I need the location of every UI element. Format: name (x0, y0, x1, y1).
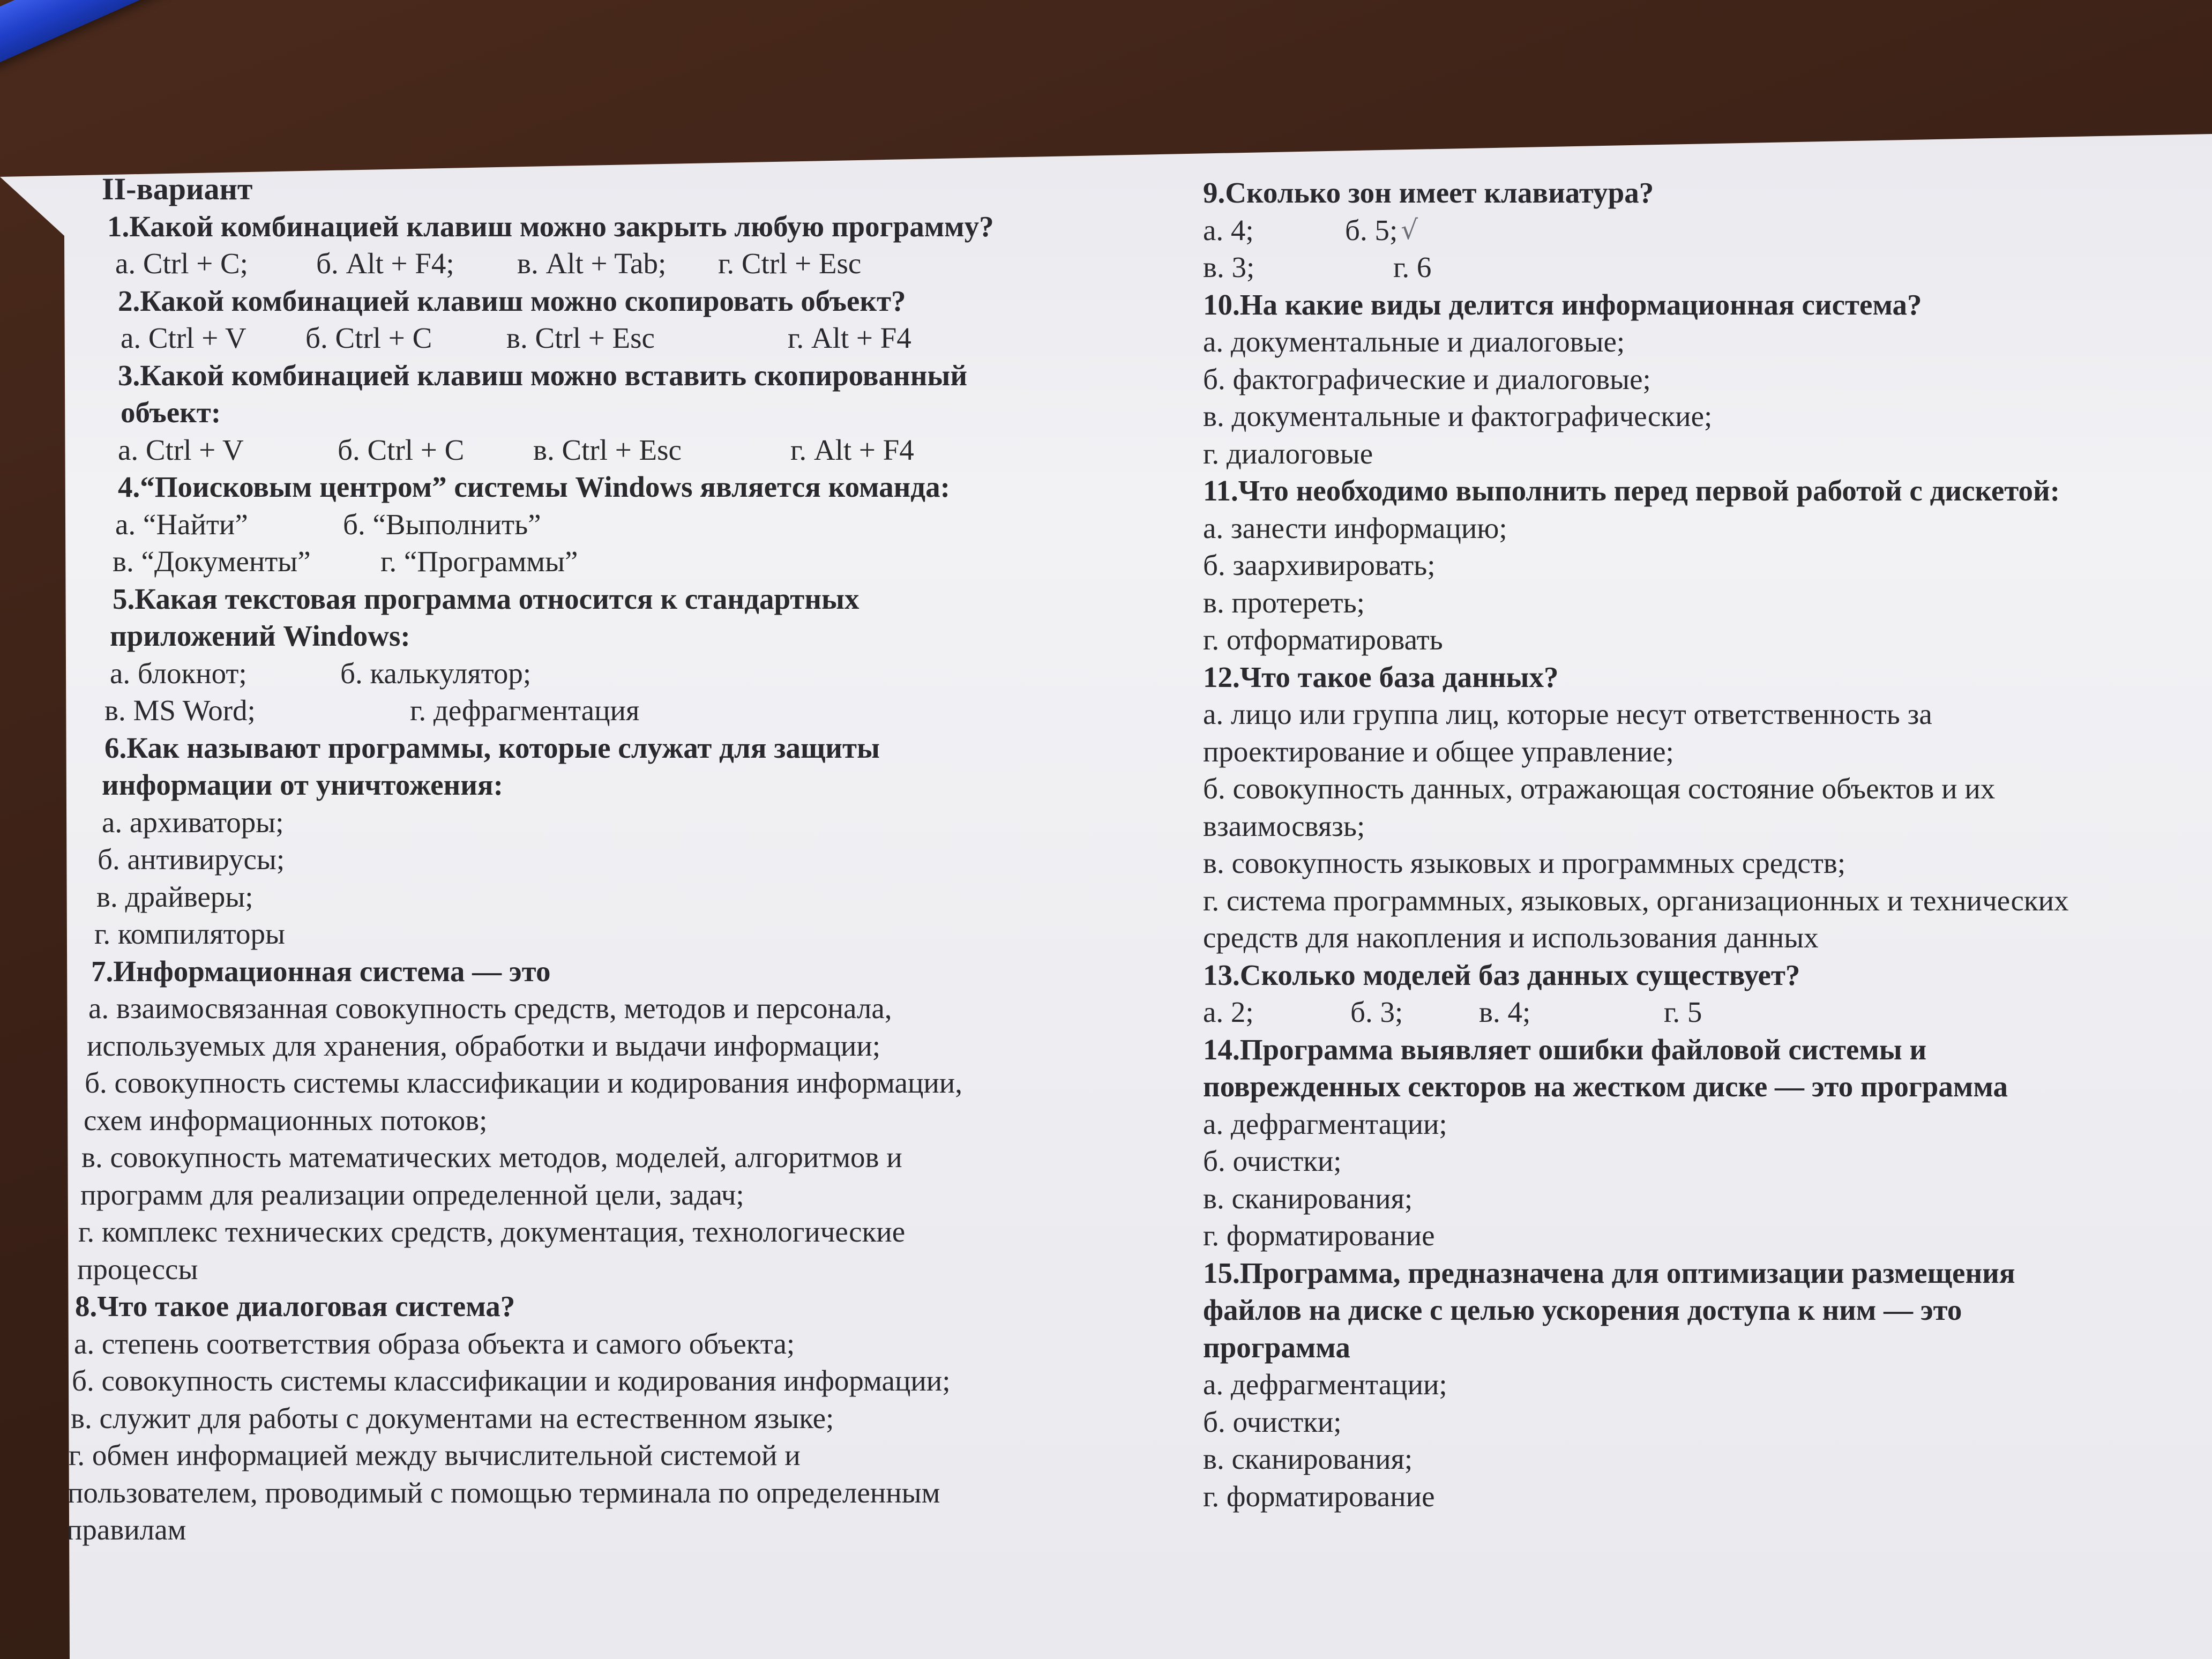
question-14-line: а. дефрагментации; (1203, 1107, 1447, 1140)
option-b: б. калькулятор; (340, 656, 532, 690)
question-4-options-2 (102, 543, 1152, 580)
question-6-option-c: в. драйверы; (96, 880, 253, 913)
question-8-line: г. обмен информацией между вычислительной системой и (69, 1439, 801, 1471)
question-8-line: правилам (66, 1513, 186, 1546)
option-d: г. Alt + F4 (790, 433, 914, 466)
question-11-line: а. занести информацию; (1203, 511, 1507, 544)
question-3-cont: объект: (121, 396, 221, 429)
question-5-options-2 (102, 692, 1152, 729)
question-15-line: в. сканирования; (1203, 1443, 1413, 1475)
question-4: 4.“Поисковым центром” системы Windows является команда: (118, 470, 950, 503)
question-4-options (102, 506, 1152, 543)
option-a: а. “Найти” (115, 507, 248, 541)
question-12-line: в. совокупность языковых и программных средств; (1203, 847, 1846, 879)
question-1-options (102, 245, 1152, 282)
question-14: 14.Программа выявляет ошибки файловой системы и (1203, 1033, 1927, 1066)
option-b: б. 3; (1350, 996, 1403, 1028)
question-13-options (1203, 993, 2189, 1031)
option-b: б. “Выполнить” (343, 507, 541, 541)
question-7-line: в. совокупность математических методов, моделей, алгоритмов и (81, 1141, 902, 1174)
question-15-line: г. форматирование (1203, 1479, 1435, 1513)
question-6-cont: информации от уничтожения: (102, 768, 503, 801)
question-15: 15.Программа, предназначена для оптимизации размещения (1203, 1256, 2015, 1289)
question-12-line: б. совокупность данных, отражающая состояние объектов и их (1203, 772, 1996, 805)
option-a: а. 4; (1203, 213, 1254, 246)
option-c: в. 4; (1479, 996, 1531, 1028)
question-14-cont: поврежденных секторов на жестком диске — это программа (1203, 1070, 2008, 1103)
option-d: г. дефрагментация (410, 694, 640, 727)
question-12-line: проектирование и общее управление; (1203, 735, 1674, 768)
variant-title: II-вариант (102, 171, 253, 206)
question-15-cont: программа (1203, 1331, 1350, 1364)
question-1: 1.Какой комбинацией клавиш можно закрыть любую программу? (107, 210, 994, 243)
question-11-line: б. заархивировать; (1203, 549, 1436, 581)
question-8: 8.Что такое диалоговая система? (75, 1290, 515, 1322)
option-c: в. Alt + Tab; (517, 247, 667, 280)
question-10-line: г. диалоговые (1203, 437, 1373, 470)
question-6: 6.Как называют программы, которые служат для защиты (104, 731, 880, 764)
question-14-line: б. очистки; (1203, 1145, 1342, 1177)
question-7-line: а. взаимосвязанная совокупность средств, методов и персонала, (88, 992, 892, 1025)
question-7-line: б. совокупность системы классификации и кодирования информации, (85, 1066, 962, 1099)
question-7: 7.Информационная система — это (91, 954, 551, 988)
question-7-line: программ для реализации определенной цели, задач; (80, 1178, 744, 1211)
option-c: в. MS Word; (104, 694, 256, 727)
option-d: г. 6 (1393, 251, 1432, 283)
option-c: в. 3; (1203, 251, 1255, 283)
question-9-options (1203, 212, 2189, 249)
question-3-options (102, 431, 1152, 469)
question-11: 11.Что необходимо выполнить перед первой работой с дискетой: (1203, 474, 2060, 507)
question-9-options-2 (1203, 249, 2189, 286)
option-a: а. 2; (1203, 996, 1254, 1028)
option-b: б. Ctrl + C (305, 322, 432, 354)
question-12-line: средств для накопления и использования данных (1203, 921, 1819, 954)
option-a: а. Ctrl + V (121, 322, 246, 354)
question-8-line: а. степень соответствия образа объекта и самого объекта; (74, 1327, 795, 1360)
option-d: г. 5 (1664, 996, 1702, 1028)
question-10: 10.На какие виды делится информационная система? (1203, 288, 1922, 321)
question-2: 2.Какой комбинацией клавиш можно скопировать объект? (118, 284, 906, 317)
question-6-option-b: б. антивирусы; (98, 843, 285, 876)
checkmark: √ (1401, 214, 1418, 245)
option-d: г. Alt + F4 (788, 322, 911, 354)
question-10-line: в. документальные и фактографические; (1203, 400, 1713, 432)
question-14-line: в. сканирования; (1203, 1182, 1413, 1215)
option-b: б. Ctrl + C (338, 433, 465, 466)
question-5: 5.Какая текстовая программа относится к стандартных (113, 582, 860, 615)
option-c: в. “Документы” (113, 545, 311, 578)
question-12: 12.Что такое база данных? (1203, 660, 1559, 693)
pen (0, 0, 607, 86)
option-c: в. Ctrl + Esc (506, 322, 655, 354)
question-6-option-d: г. компиляторы (94, 917, 285, 950)
question-15-line: а. дефрагментации; (1203, 1368, 1447, 1401)
option-b: б. 5; (1345, 213, 1398, 246)
question-12-line: а. лицо или группа лиц, которые несут ответственность за (1203, 698, 1932, 730)
question-3: 3.Какой комбинацией клавиш можно вставить скопированный (118, 358, 968, 392)
question-2-options (102, 319, 1152, 357)
question-5-cont: приложений Windows: (110, 619, 410, 652)
question-12-line: г. система программных, языковых, организационных и технических (1203, 884, 2069, 917)
question-8-line: в. служит для работы с документами на естественном языке; (71, 1401, 834, 1434)
question-11-line: в. протереть; (1203, 586, 1365, 619)
left-column (66, 170, 1152, 1549)
question-13: 13.Сколько моделей баз данных существует? (1203, 958, 1800, 991)
question-12-line: взаимосвязь; (1203, 809, 1365, 842)
question-5-options (102, 655, 1152, 692)
question-14-line: г. форматирование (1203, 1219, 1435, 1252)
question-8-line: б. совокупность системы классификации и кодирования информации; (72, 1364, 951, 1397)
question-8-line: пользователем, проводимый с помощью терминала по определенным (68, 1476, 940, 1509)
question-6-option-a: а. архиваторы; (102, 805, 284, 839)
question-7-line: схем информационных потоков; (84, 1103, 488, 1137)
question-7-line: используемых для хранения, обработки и выдачи информации; (87, 1029, 881, 1062)
question-10-line: б. фактографические и диалоговые; (1203, 362, 1651, 395)
option-a: а. Ctrl + C; (115, 247, 248, 280)
question-9: 9.Сколько зон имеет клавиатура? (1203, 176, 1654, 209)
option-b: б. Alt + F4; (316, 247, 454, 280)
option-a: а. Ctrl + V (118, 433, 244, 466)
question-15-cont: файлов на диске с целью ускорения доступа к ним — это (1203, 1294, 1962, 1326)
question-10-line: а. документальные и диалоговые; (1203, 325, 1625, 358)
option-d: г. “Программы” (380, 545, 578, 578)
option-d: г. Ctrl + Esc (718, 247, 862, 280)
question-7-line: процессы (77, 1252, 198, 1286)
option-a: а. блокнот; (110, 656, 247, 690)
right-column (1203, 174, 2189, 1515)
option-c: в. Ctrl + Esc (533, 433, 682, 466)
question-11-line: г. отформатировать (1203, 623, 1443, 656)
question-7-line: г. комплекс технических средств, документация, технологические (78, 1215, 906, 1248)
question-15-line: б. очистки; (1203, 1405, 1342, 1438)
